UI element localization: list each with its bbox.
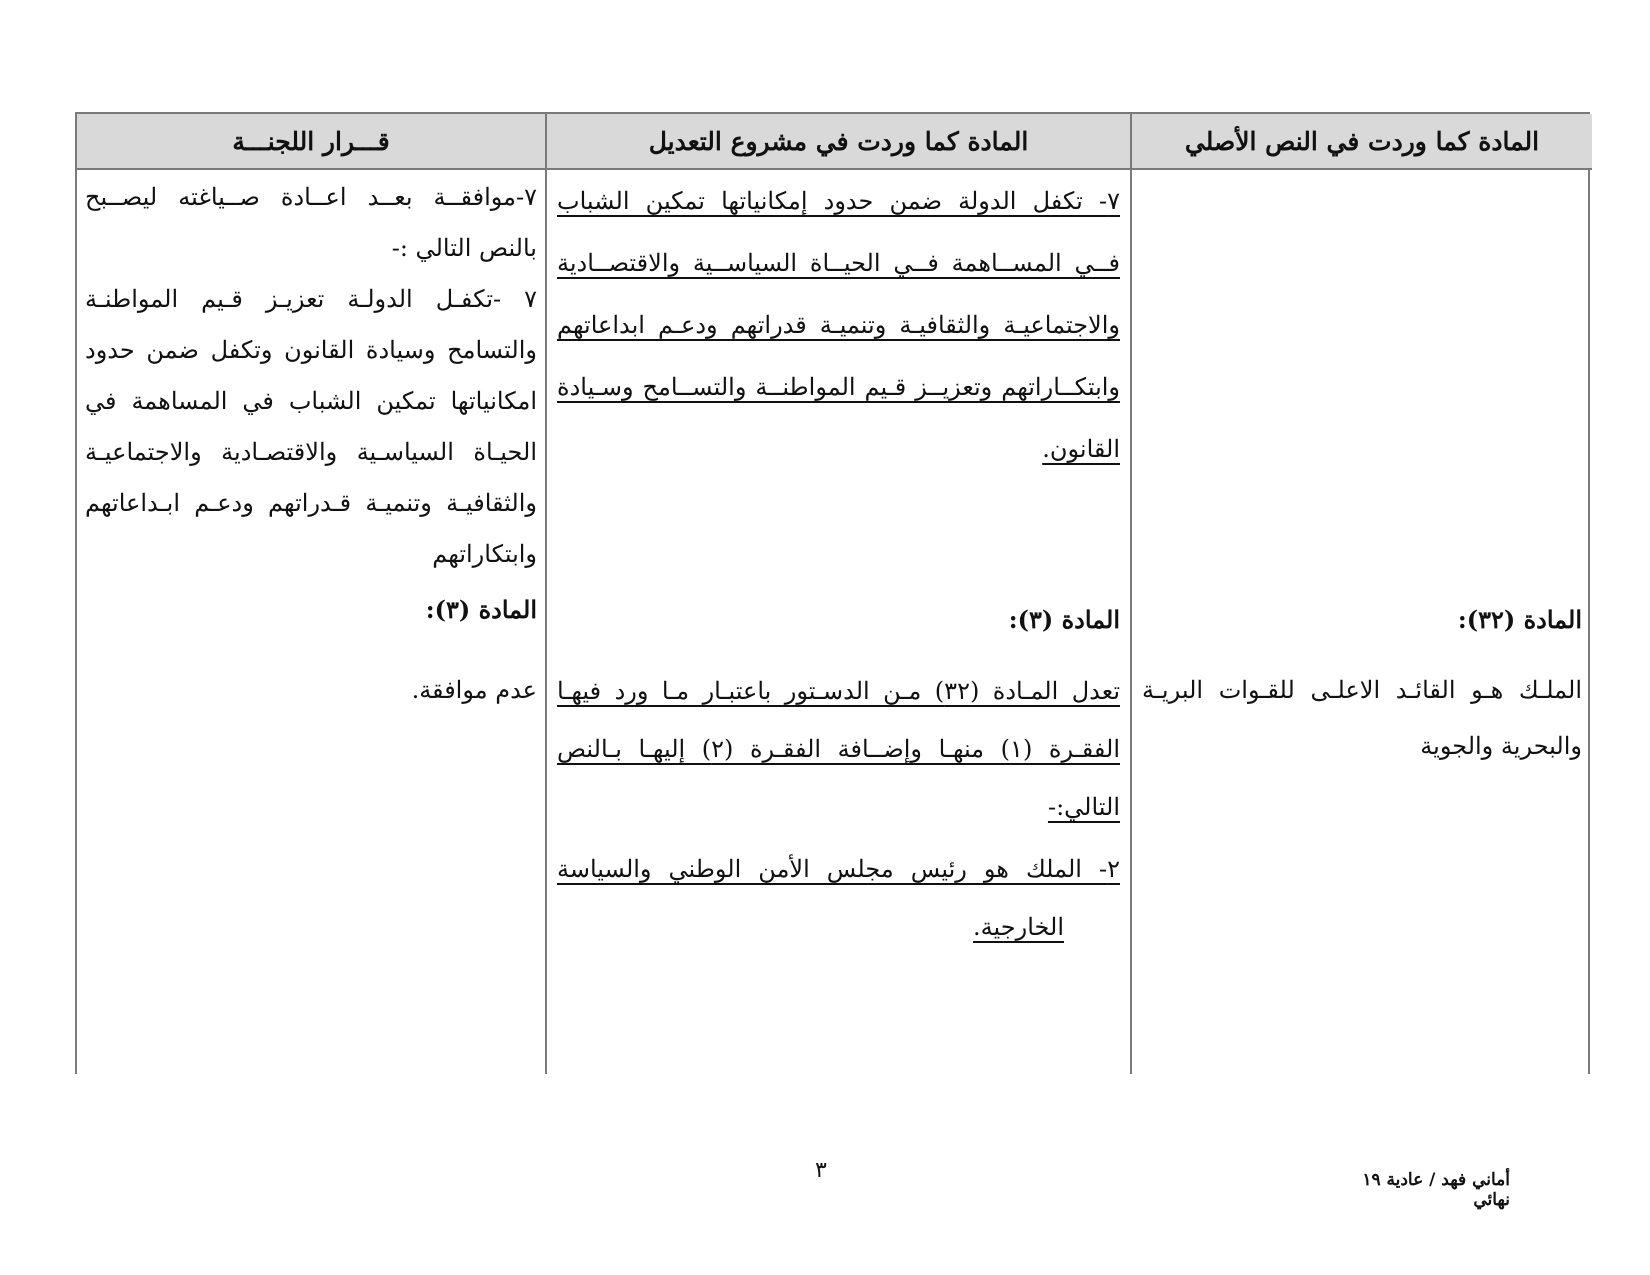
page-number: ٣ xyxy=(815,1158,827,1183)
committee-paragraph-7 xyxy=(85,172,537,580)
footer-note: أماني فهد / عادية ١٩ نهائي xyxy=(1362,1170,1510,1210)
text-line: فــي المســاهمة فــي الحيــاة السياســية والاقتصــادية xyxy=(557,249,1120,277)
text-line: ٧-موافقــة بعــد اعــادة صــياغته ليصــبح xyxy=(85,183,537,211)
text-line: الملـك هـو القائـد الاعلـى للقـوات البريـة xyxy=(1142,676,1582,704)
committee-decision-text: عدم موافقة. xyxy=(411,676,537,704)
amendment-column xyxy=(547,170,1132,1074)
header-original-article: المادة كما وردت في النص الأصلي xyxy=(1132,114,1592,170)
text-line: القانون. xyxy=(1042,435,1120,463)
text-line: ٧ -تكفـل الدولـة تعزيـز قـيم المواطنـة xyxy=(85,285,537,313)
text-line: تعدل المـادة (٣٢) مـن الدسـتور باعتبـار مـا ورد فيهـا xyxy=(557,677,1120,705)
committee-column xyxy=(77,170,547,1074)
amendment-article-text xyxy=(557,662,1120,836)
original-column xyxy=(1132,170,1592,1074)
text-line: والبحرية والجوية xyxy=(1420,732,1582,760)
header-committee-decision: قـــرار اللجنـــة xyxy=(77,114,547,170)
text-line: الفقـرة (١) منهـا وإضــافة الفقـرة (٢) إليهـا بـالنص xyxy=(557,735,1120,763)
amendment-item-2 xyxy=(557,840,1120,956)
text-line: الحيـاة السياسـية والاقتصـادية والاجتماعيـة xyxy=(85,438,537,466)
text-line: ٧- تكفل الدولة ضمن حدود إمكانياتها تمكين الشباب xyxy=(557,187,1120,215)
text-line: التالي:- xyxy=(1047,793,1120,821)
header-amendment-article: المادة كما وردت في مشروع التعديل xyxy=(547,114,1132,170)
text-line: امكانياتها تمكين الشباب في المساهمة في xyxy=(85,387,537,415)
text-line: ٢- الملك هو رئيس مجلس الأمن الوطني والسياسة xyxy=(557,855,1120,883)
text-line: بالنص التالي :- xyxy=(391,234,537,262)
text-line: والاجتماعيـة والثقافيـة وتنميـة قدراتهم ودعـم ابداعاتهم xyxy=(557,311,1120,339)
original-article-title: المادة (٣٢): xyxy=(1457,605,1582,634)
text-line: الخارجية. xyxy=(973,913,1064,941)
text-line: وابتكاراتهم xyxy=(432,540,537,568)
text-line: وابتكــاراتهم وتعزيــز قـيم المواطنــة والتســامح وسـيادة xyxy=(557,373,1120,401)
original-article-text xyxy=(1142,662,1582,774)
amendment-paragraph-7 xyxy=(557,170,1120,480)
committee-article-title: المادة (٣): xyxy=(425,595,537,624)
text-line: والتسامح وسيادة القانون وتكفل ضمن حدود xyxy=(85,336,537,364)
text-line: والثقافيـة وتنميـة قـدراتهم ودعـم ابـداعاتهم xyxy=(85,489,537,517)
comparison-table xyxy=(75,112,1590,1074)
amendment-article-title: المادة (٣): xyxy=(1008,605,1120,634)
